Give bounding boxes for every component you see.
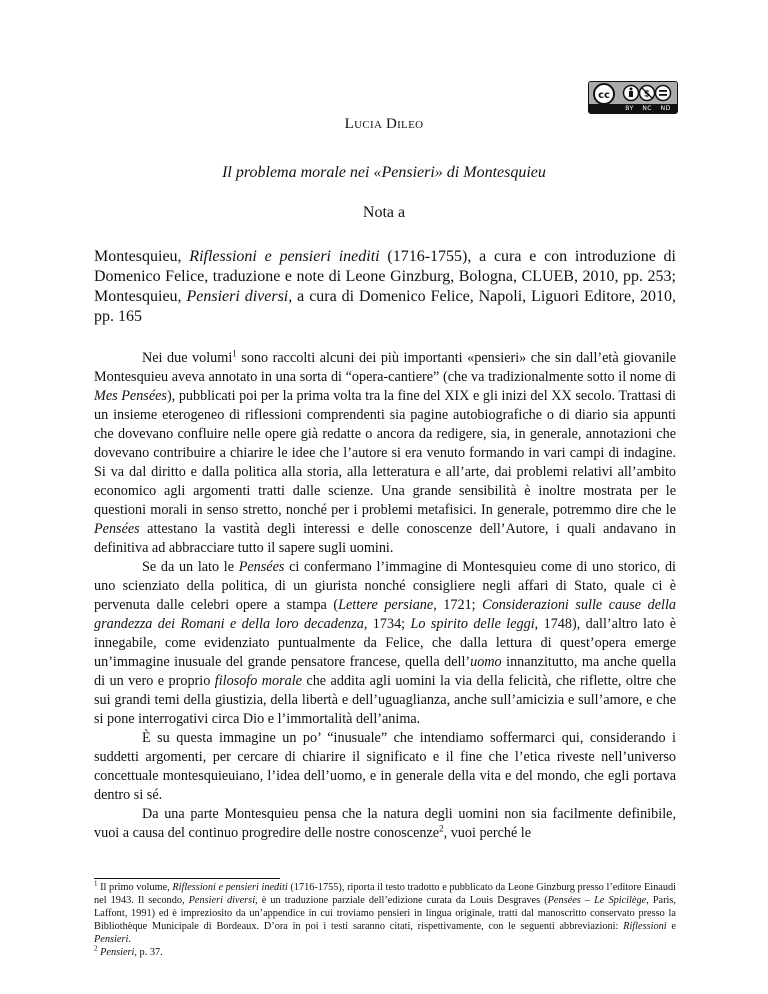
author-first-name: Lucia bbox=[344, 116, 383, 132]
ref-book-title: Pensieri diversi bbox=[181, 288, 289, 305]
italic-title: Pensées – Le Spicilège bbox=[547, 895, 647, 906]
italic-title: Riflessioni e pensieri inediti bbox=[172, 882, 288, 893]
footnote-ref[interactable]: 1 bbox=[232, 348, 237, 359]
text-run: Da una parte Montesquieu pensa che la natura degli uomini non sia facilmente definibile, vuoi a causa del continuo progredire delle nostre conoscenze bbox=[94, 806, 676, 841]
nota-heading: Nota a bbox=[362, 204, 406, 221]
paragraph bbox=[94, 349, 676, 558]
text-run: che addita agli uomini la via della felicità, che riflette, oltre che sui grandi temi della giustizia, della libertà e dell’uguaglianza, anche sull’amicizia e sull’amore, e che si pone interrogativi circa Dio e l’immortalità dell’anima. bbox=[94, 673, 676, 727]
text-run: , Paris, Laffont, 1991) ed è impreziosito da un’appendice in cui troviamo pensieri in lingua originale, tratti dal manoscritto conservato presso la Bibliothèque Municipale di Bordeaux. D’ora in poi i testi saranno citati, rispettivamente, con le seguenti abbreviazioni: bbox=[94, 895, 676, 932]
cc-label-by: BY bbox=[625, 105, 634, 112]
bibliographic-reference bbox=[94, 247, 676, 327]
ref-text: (1716-1755), a cura e con introduzione di Domenico Felice, traduzione e note di Leone Ginzburg, Bologna, CLUEB, 2010, pp. 253; Montesquieu bbox=[94, 248, 676, 305]
text-run: , 1721; bbox=[433, 597, 483, 613]
text-run: ), pubblicati poi per la prima volta tra la fine del XIX e gli inizi del XX secolo. Trattasi di un insieme eterogeneo di riflessioni comprendenti sia pagine autobiografiche o di diario sia appunti che dovevano confluire nelle opere già redatte o ancora da redigere, sia, in generale, annotazioni che dovevano contribuire a chiarire le idee che l’autore si era venuto formando in vari campi di indagine. Si va dal diritto e dalla politica alla storia, alla letteratura e all’arte, dai problemi relativi all’ambito economico agli argomenti tratti dalle scienze. Una grande sensibilità è inoltre mostrata per le questioni morali in senso stretto, nonché per i problemi metafisici. In generale, potremmo dire che le bbox=[94, 388, 676, 518]
italic-title: Considerazioni sulle cause della grandezza dei Romani e della loro decadenza bbox=[94, 597, 676, 632]
footnote-ref[interactable]: 2 bbox=[439, 823, 444, 834]
italic-title: Mes Pensées bbox=[94, 388, 167, 404]
text-run: attestano la vastità degli interessi e delle conoscenze dell’Autore, i quali andavano in definitiva ad abbracciare tutto il sapere sugli uomini. bbox=[94, 521, 676, 556]
text-run: , 1748), dall’altro lato è innegabile, come evidenziato puntualmente da Felice, che dalla lettura di quest’opera emerge un’immagine inusuale del grande pensatore francese, quella dell’ bbox=[94, 616, 677, 670]
italic-term: uomo bbox=[470, 654, 502, 670]
text-run: sono raccolti alcuni dei più importanti «pensieri» che sin dall’età giovanile Montesquieu aveva annotato in una sorta di “opera-cantiere” (che va tradizionalmente sotto il nome di bbox=[94, 350, 676, 385]
ref-text: , bbox=[177, 288, 182, 305]
italic-term: filosofo morale bbox=[214, 673, 302, 689]
footnotes bbox=[94, 878, 676, 959]
ref-text: Montesquieu, bbox=[94, 248, 190, 265]
svg-text:$: $ bbox=[643, 89, 651, 100]
article-title: Il problema morale nei «Pensieri» di Montesquieu bbox=[222, 164, 546, 181]
italic-title: Pensieri bbox=[100, 947, 135, 958]
text-run: e bbox=[666, 921, 676, 932]
author-last-name: Dileo bbox=[385, 116, 424, 132]
cc-label-nd: ND bbox=[660, 105, 671, 112]
italic-title: Pensées bbox=[94, 521, 140, 537]
text-run: , p. 37. bbox=[134, 947, 163, 958]
footnote-2 bbox=[94, 946, 676, 959]
paragraph bbox=[94, 805, 676, 843]
text-run: , vuoi perché le bbox=[443, 825, 532, 841]
italic-title: Pensieri bbox=[94, 934, 129, 945]
text-run: innanzitutto, ma anche quella di un vero e proprio bbox=[94, 654, 676, 689]
cc-label-strip bbox=[589, 104, 677, 113]
footnote-divider bbox=[94, 878, 280, 879]
footnote-number: 1 bbox=[94, 879, 98, 888]
italic-title: Lo spirito delle leggi bbox=[410, 616, 535, 632]
ref-text: , a cura di Domenico Felice, Napoli, Liguori Editore, 2010, pp. 165 bbox=[94, 288, 677, 325]
footnote-number: 2 bbox=[94, 944, 98, 953]
text-run: . bbox=[128, 934, 131, 945]
text-run: Se da un lato le bbox=[142, 559, 239, 575]
text-run: ci confermano l’immagine di Montesquieu come di uno storico, di uno scienziato della politica, di un giurista nonché consigliere negli affari di Stato, quale ci è pervenuta dalle celebri opere a stampa ( bbox=[94, 559, 676, 613]
ref-book-title: Riflessioni e pensieri inediti bbox=[189, 248, 380, 265]
author-name bbox=[0, 116, 768, 133]
text-run: , è un traduzione parziale dell’edizione curata da Louis Desgraves ( bbox=[255, 895, 548, 906]
paragraph: È su questa immagine un po’ “inusuale” che intendiamo soffermarci qui, considerando i suddetti argomenti, per cercare di chiarire il significato e il fine che l’etica riveste nell’universo concettuale montesquieuiano, l’idea dell’uomo, e in generale della vita e del mondo, che egli portava dentro si sé. bbox=[94, 730, 676, 803]
text-run: , 1734; bbox=[363, 616, 411, 632]
text-run: (1716-1755), riporta il testo tradotto e pubblicato da Leone Ginzburg presso l’editore Einaudi nel 1943. Il secondo, bbox=[94, 882, 676, 906]
italic-title: Lettere persiane bbox=[338, 597, 434, 613]
svg-text:cc: cc bbox=[598, 90, 610, 101]
text-run: Nei due volumi bbox=[142, 350, 233, 366]
italic-title: Riflessioni bbox=[623, 921, 667, 932]
footnote-1 bbox=[94, 881, 676, 946]
text-run: Il primo volume, bbox=[97, 882, 173, 893]
creative-commons-by-nc-nd-icon bbox=[589, 82, 677, 104]
cc-license-badge[interactable] bbox=[588, 81, 678, 114]
cc-label-nc: NC bbox=[642, 105, 652, 112]
paragraph bbox=[94, 558, 676, 729]
italic-title: Pensées bbox=[238, 559, 285, 575]
body-text bbox=[94, 349, 676, 843]
italic-title: Pensieri diversi bbox=[188, 895, 256, 906]
